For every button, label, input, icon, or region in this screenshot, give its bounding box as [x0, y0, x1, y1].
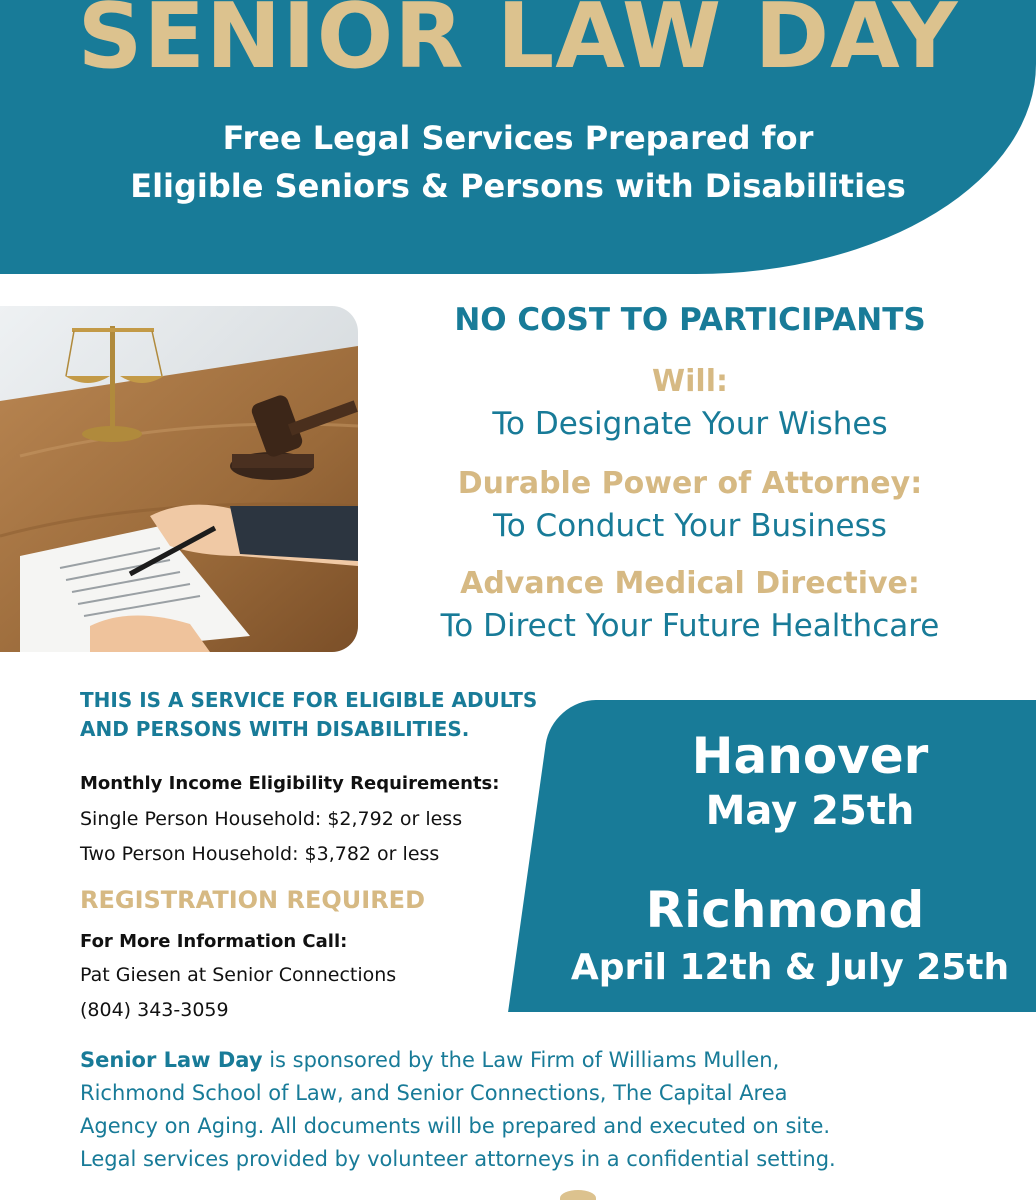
- location-richmond-name: Richmond: [645, 881, 925, 939]
- eligibility-line-2: AND PERSONS WITH DISABILITIES.: [80, 717, 470, 741]
- sponsor-line-1: is sponsored by the Law Firm of Williams Mullen,: [262, 1048, 780, 1072]
- header-banner: [0, 0, 1036, 274]
- service-amd-description: To Direct Your Future Healthcare: [440, 608, 940, 644]
- page-title: SENIOR LAW DAY: [77, 0, 959, 89]
- subtitle-line-2: Eligible Seniors & Persons with Disabilities: [130, 167, 906, 205]
- service-will-description: To Designate Your Wishes: [492, 406, 888, 442]
- income-single: Single Person Household: $2,792 or less: [80, 808, 463, 830]
- income-two: Two Person Household: $3,782 or less: [80, 843, 440, 865]
- service-amd-title: Advance Medical Directive:: [460, 566, 920, 601]
- eligibility-heading: [80, 686, 600, 744]
- sponsor-bold: Senior Law Day: [80, 1048, 263, 1072]
- eligibility-line-1: THIS IS A SERVICE FOR ELIGIBLE ADULTS: [80, 688, 538, 712]
- sponsor-text: [80, 1044, 1020, 1176]
- location-hanover-name: Hanover: [691, 727, 929, 785]
- no-cost-heading: NO COST TO PARTICIPANTS: [454, 302, 926, 338]
- legal-desk-photo: [0, 306, 358, 652]
- service-poa-description: To Conduct Your Business: [493, 508, 887, 544]
- service-poa-title: Durable Power of Attorney:: [457, 466, 923, 501]
- income-heading: Monthly Income Eligibility Requirements:: [80, 773, 500, 794]
- logo-mark-fragment: [560, 1190, 596, 1200]
- registration-required: REGISTRATION REQUIRED: [80, 886, 425, 914]
- sponsor-line-2: Richmond School of Law, and Senior Connections, The Capital Area: [80, 1081, 788, 1105]
- location-hanover-dates: May 25th: [705, 788, 915, 834]
- subtitle-line-1: Free Legal Services Prepared for: [222, 119, 814, 157]
- sponsor-line-3: Agency on Aging. All documents will be prepared and executed on site.: [80, 1114, 831, 1138]
- service-will-title: Will:: [652, 364, 728, 399]
- location-richmond-dates: April 12th & July 25th: [570, 947, 1010, 988]
- contact-name: Pat Giesen at Senior Connections: [80, 964, 397, 986]
- info-heading: For More Information Call:: [80, 931, 348, 952]
- sponsor-line-4: Legal services provided by volunteer attorneys in a confidential setting.: [80, 1147, 836, 1171]
- contact-phone: (804) 343-3059: [80, 999, 229, 1021]
